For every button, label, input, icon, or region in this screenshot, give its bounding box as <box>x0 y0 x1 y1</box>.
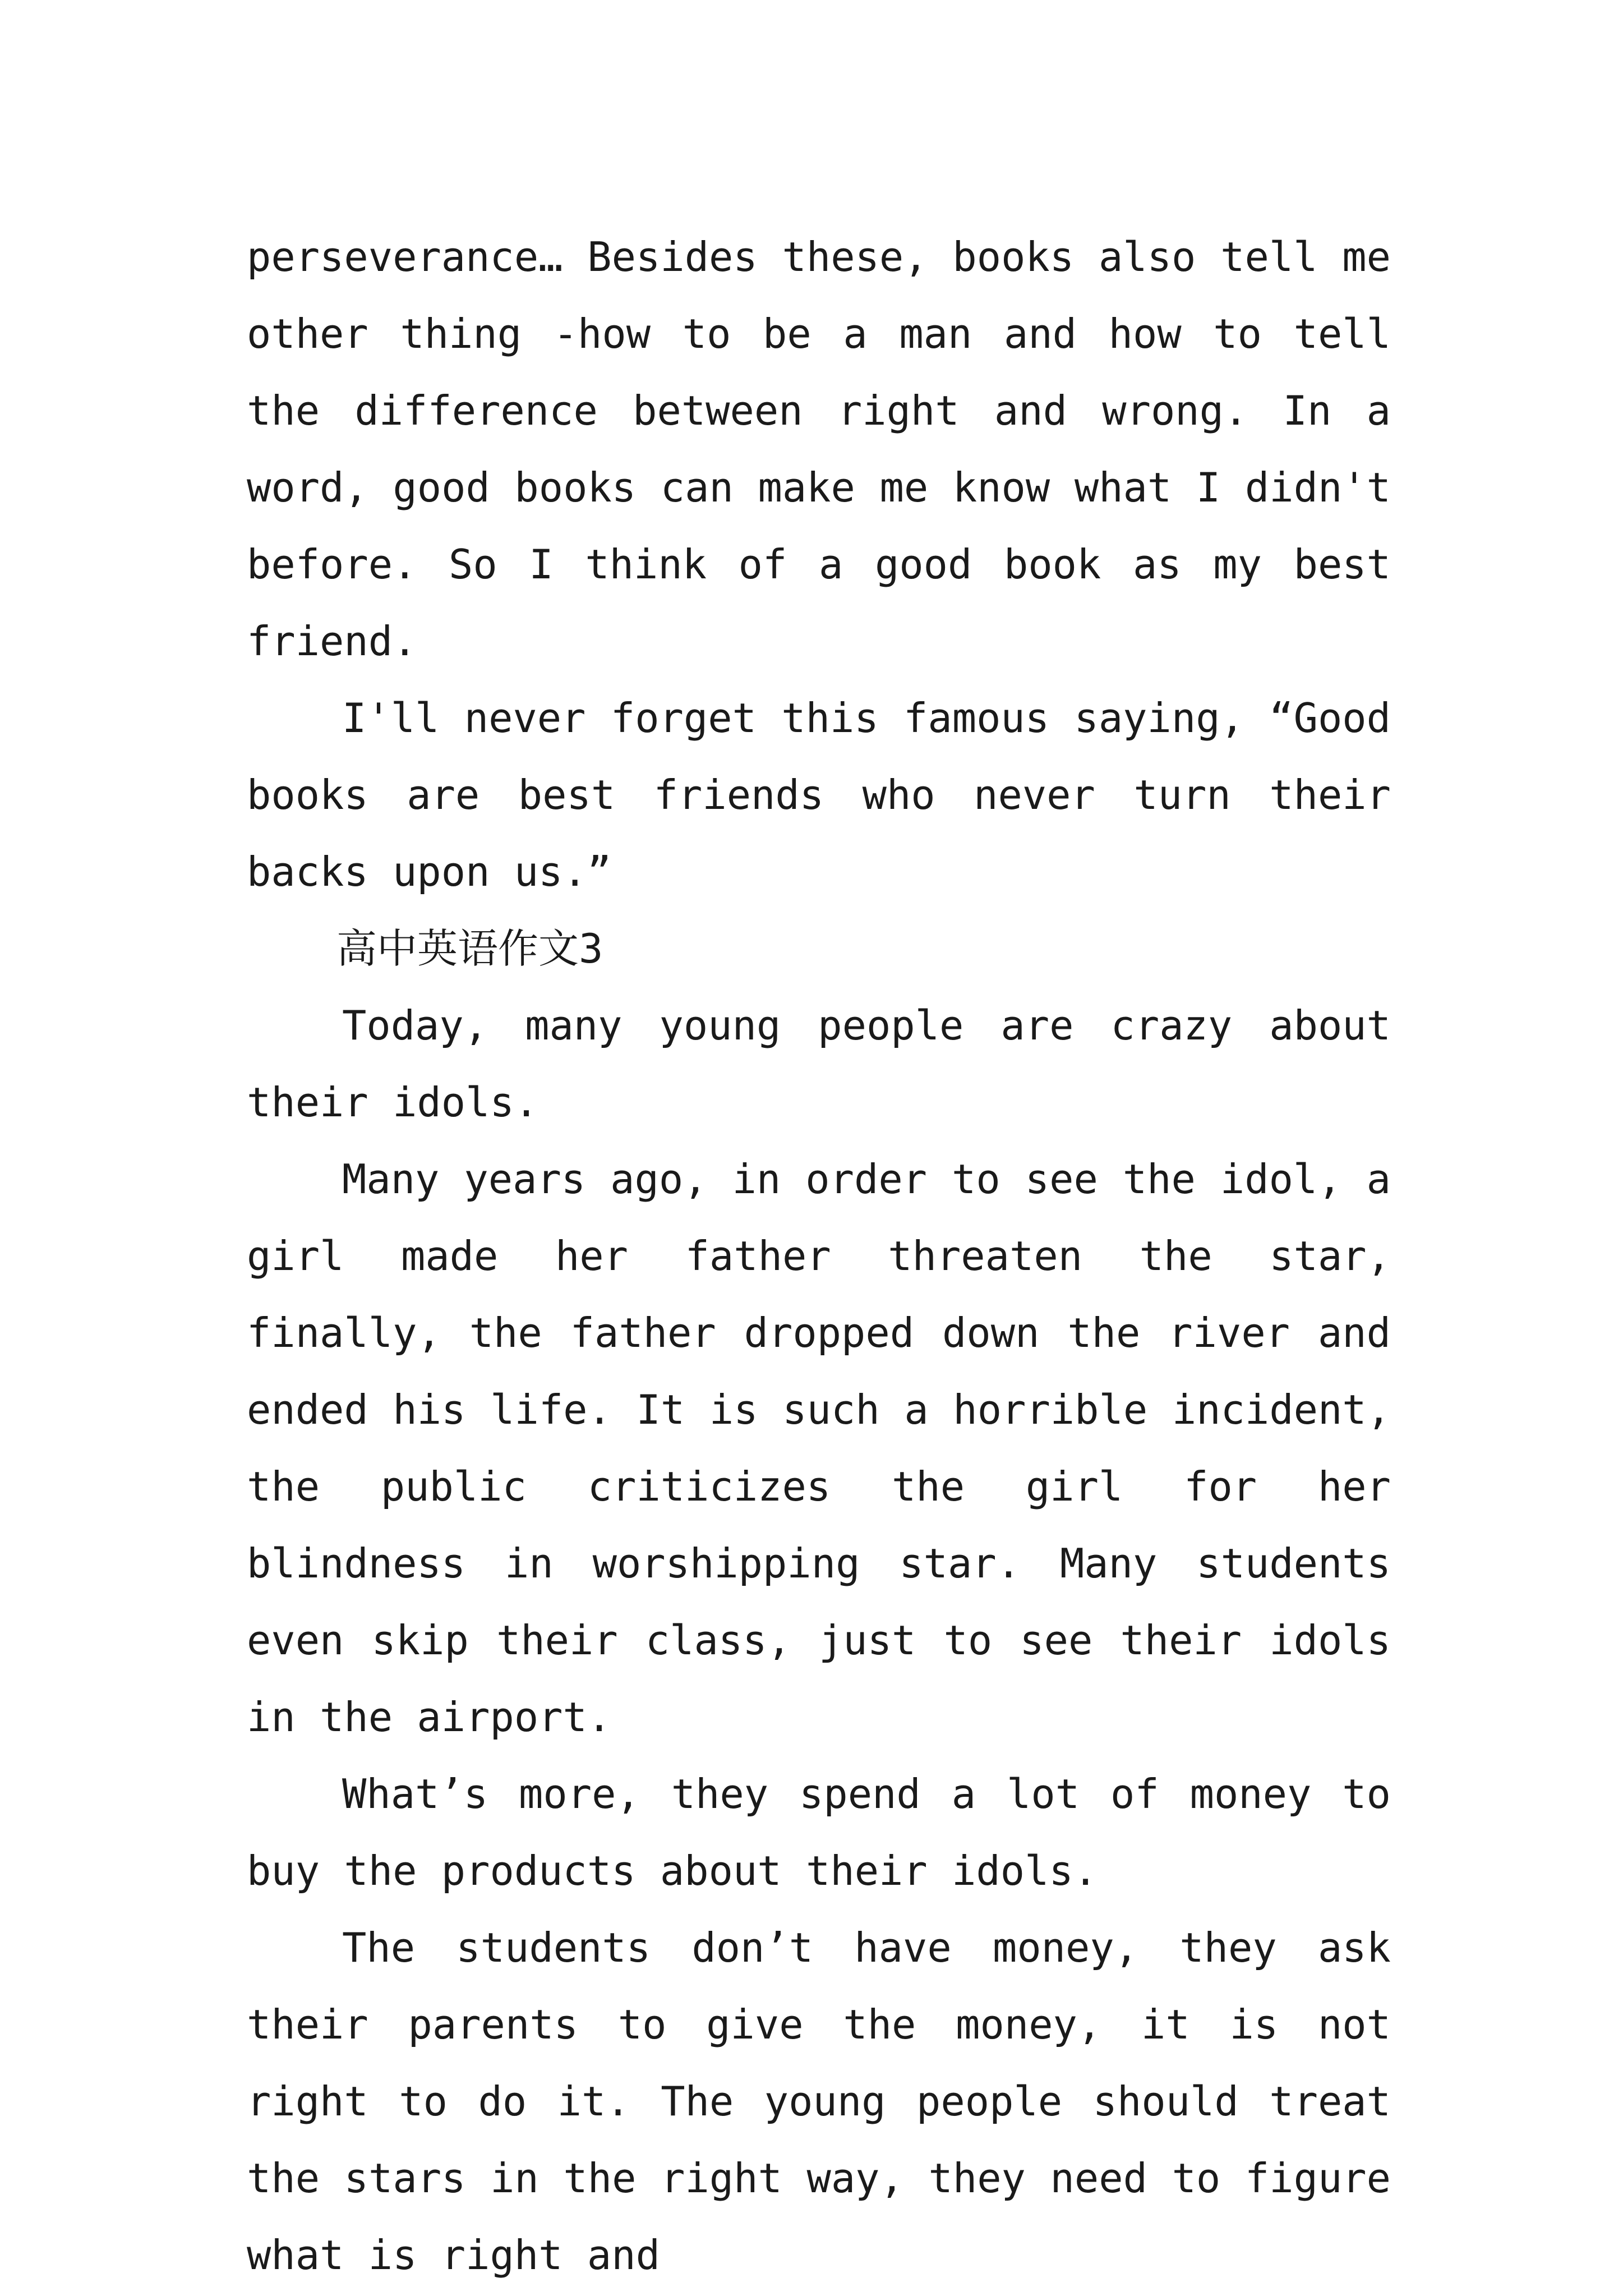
section-heading: 高中英语作文3 <box>336 925 603 972</box>
paragraph-idols-intro: Today, many young people are crazy about their idols. <box>247 1002 1391 1126</box>
essay-text <box>247 219 1391 2294</box>
paragraph-students-parents: The students don’t have money, they ask their parents to give the money, it is not right to do it. The young people should treat the stars in the right way, they need to figure what is right and <box>247 1924 1391 2279</box>
paragraph-books-friends: perseverance… Besides these, books also tell me other thing -how to be a man and how to tell the difference between right and wrong. In a word, good books can make me know what I didn't before. So I think of a good book as my best friend. <box>247 233 1391 665</box>
paragraph-spending-money: What’s more, they spend a lot of money to buy the products about their idols. <box>247 1770 1391 1894</box>
paragraph-famous-saying: I'll never forget this famous saying, “Good books are best friends who never turn their backs upon us.” <box>247 694 1391 895</box>
paragraph-idol-incident: Many years ago, in order to see the idol, a girl made her father threaten the star, finally, the father dropped down the river and ended his life. It is such a horrible incident, the public criticizes the girl for her blindness in worshipping star. Many students even skip their class, just to see their idols in the airport. <box>247 1156 1391 1741</box>
